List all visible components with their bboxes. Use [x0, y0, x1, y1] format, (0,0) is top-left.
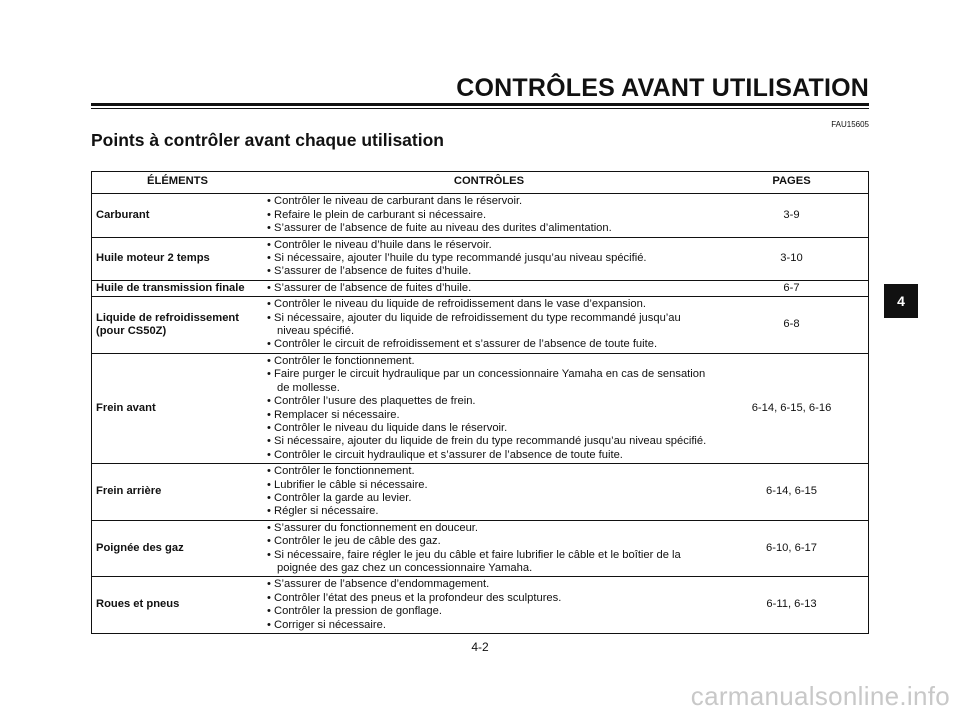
table-row	[92, 280, 869, 296]
check-item: • Si nécessaire, ajouter l’huile du type recommandé jusqu’au niveau spécifié.	[267, 252, 711, 265]
row-checks	[263, 464, 715, 521]
header-rule-thin	[91, 108, 869, 109]
chapter-title: CONTRÔLES AVANT UTILISATION	[456, 74, 869, 102]
row-checks	[263, 353, 715, 463]
table-row	[92, 297, 869, 354]
watermark: carmanualsonline.info	[690, 681, 950, 711]
check-item: • Contrôler le niveau de carburant dans le réservoir.	[267, 195, 711, 208]
check-item: • Contrôler le jeu de câble des gaz.	[267, 535, 711, 548]
check-item: • Remplacer si nécessaire.	[267, 409, 711, 422]
check-item: • Contrôler le fonctionnement.	[267, 355, 711, 368]
table-row	[92, 194, 869, 237]
check-item: • Contrôler le niveau d’huile dans le réservoir.	[267, 239, 711, 252]
row-checks	[263, 237, 715, 280]
header-elements: ÉLÉMENTS	[92, 172, 264, 194]
check-item: • Contrôler le niveau du liquide de refroidissement dans le vase d’expansion.	[267, 298, 711, 311]
table-body	[92, 194, 869, 634]
check-item: • Si nécessaire, ajouter du liquide de refroidissement du type recommandé jusqu’au niveau spécifié.	[267, 312, 711, 339]
row-checks	[263, 194, 715, 237]
check-item: • Si nécessaire, faire régler le jeu du câble et faire lubrifier le câble et le boîtier de la poignée des gaz chez un concessionnaire Yamaha.	[267, 549, 711, 576]
row-pages: 6-8	[715, 297, 869, 354]
table-header-row	[92, 172, 869, 194]
row-item	[92, 194, 264, 237]
check-item: • Si nécessaire, ajouter du liquide de frein du type recommandé jusqu’au niveau spécifié.	[267, 435, 711, 448]
row-pages: 6-14, 6-15, 6-16	[715, 353, 869, 463]
check-item: • Lubrifier le câble si nécessaire.	[267, 479, 711, 492]
item-label: Frein arrière	[96, 485, 162, 498]
row-item	[92, 237, 264, 280]
check-item: • Contrôler le niveau du liquide dans le réservoir.	[267, 422, 711, 435]
chapter-tab: 4	[884, 284, 918, 318]
row-item	[92, 577, 264, 634]
row-checks	[263, 280, 715, 296]
header-pages: PAGES	[715, 172, 869, 194]
item-label: (pour CS50Z)	[96, 325, 167, 338]
item-label: Liquide de refroidissement	[96, 311, 239, 324]
check-item: • Contrôler le fonctionnement.	[267, 465, 711, 478]
check-item: • Corriger si nécessaire.	[267, 619, 711, 632]
table-row	[92, 520, 869, 577]
item-label: Frein avant	[96, 401, 156, 414]
item-label: Carburant	[96, 208, 150, 221]
check-item: • Contrôler la pression de gonflage.	[267, 605, 711, 618]
check-item: • S’assurer de l’absence de fuites d’huile.	[267, 282, 711, 295]
row-pages: 3-9	[715, 194, 869, 237]
check-item: • Contrôler l’état des pneus et la profondeur des sculptures.	[267, 592, 711, 605]
row-item	[92, 297, 264, 354]
header-rule-thick	[91, 103, 869, 106]
item-label: Roues et pneus	[96, 598, 180, 611]
check-item: • S’assurer de l’absence de fuites d’huile.	[267, 265, 711, 278]
row-pages: 6-11, 6-13	[715, 577, 869, 634]
row-checks	[263, 297, 715, 354]
check-item: • Refaire le plein de carburant si nécessaire.	[267, 209, 711, 222]
check-item: • Contrôler l’usure des plaquettes de frein.	[267, 395, 711, 408]
row-item	[92, 353, 264, 463]
item-label: Poignée des gaz	[96, 541, 184, 554]
table-row	[92, 577, 869, 634]
reference-code: FAU15605	[831, 120, 869, 129]
table-row	[92, 353, 869, 463]
check-item: • S’assurer de l’absence d’endommagement.	[267, 578, 711, 591]
row-pages: 6-7	[715, 280, 869, 296]
checks-table	[91, 171, 869, 634]
row-pages: 3-10	[715, 237, 869, 280]
check-item: • Contrôler le circuit de refroidissement et s’assurer de l’absence de toute fuite.	[267, 338, 711, 351]
row-checks	[263, 577, 715, 634]
header-checks: CONTRÔLES	[263, 172, 715, 194]
check-item: • Contrôler le circuit hydraulique et s’assurer de l’absence de toute fuite.	[267, 449, 711, 462]
row-pages: 6-14, 6-15	[715, 464, 869, 521]
section-title: Points à contrôler avant chaque utilisation	[91, 130, 444, 150]
check-item: • Régler si nécessaire.	[267, 505, 711, 518]
item-label: Huile moteur 2 temps	[96, 252, 210, 265]
page-number: 4-2	[471, 640, 489, 654]
row-pages: 6-10, 6-17	[715, 520, 869, 577]
check-item: • Contrôler la garde au levier.	[267, 492, 711, 505]
table-row	[92, 237, 869, 280]
row-item	[92, 280, 264, 296]
check-item: • Faire purger le circuit hydraulique par un concessionnaire Yamaha en cas de sensation de mollesse.	[267, 368, 711, 395]
item-label: Huile de transmission finale	[96, 281, 245, 294]
table-row	[92, 464, 869, 521]
check-item: • S’assurer de l’absence de fuite au niveau des durites d’alimentation.	[267, 222, 711, 235]
check-item: • S’assurer du fonctionnement en douceur.	[267, 522, 711, 535]
row-item	[92, 520, 264, 577]
row-checks	[263, 520, 715, 577]
row-item	[92, 464, 264, 521]
